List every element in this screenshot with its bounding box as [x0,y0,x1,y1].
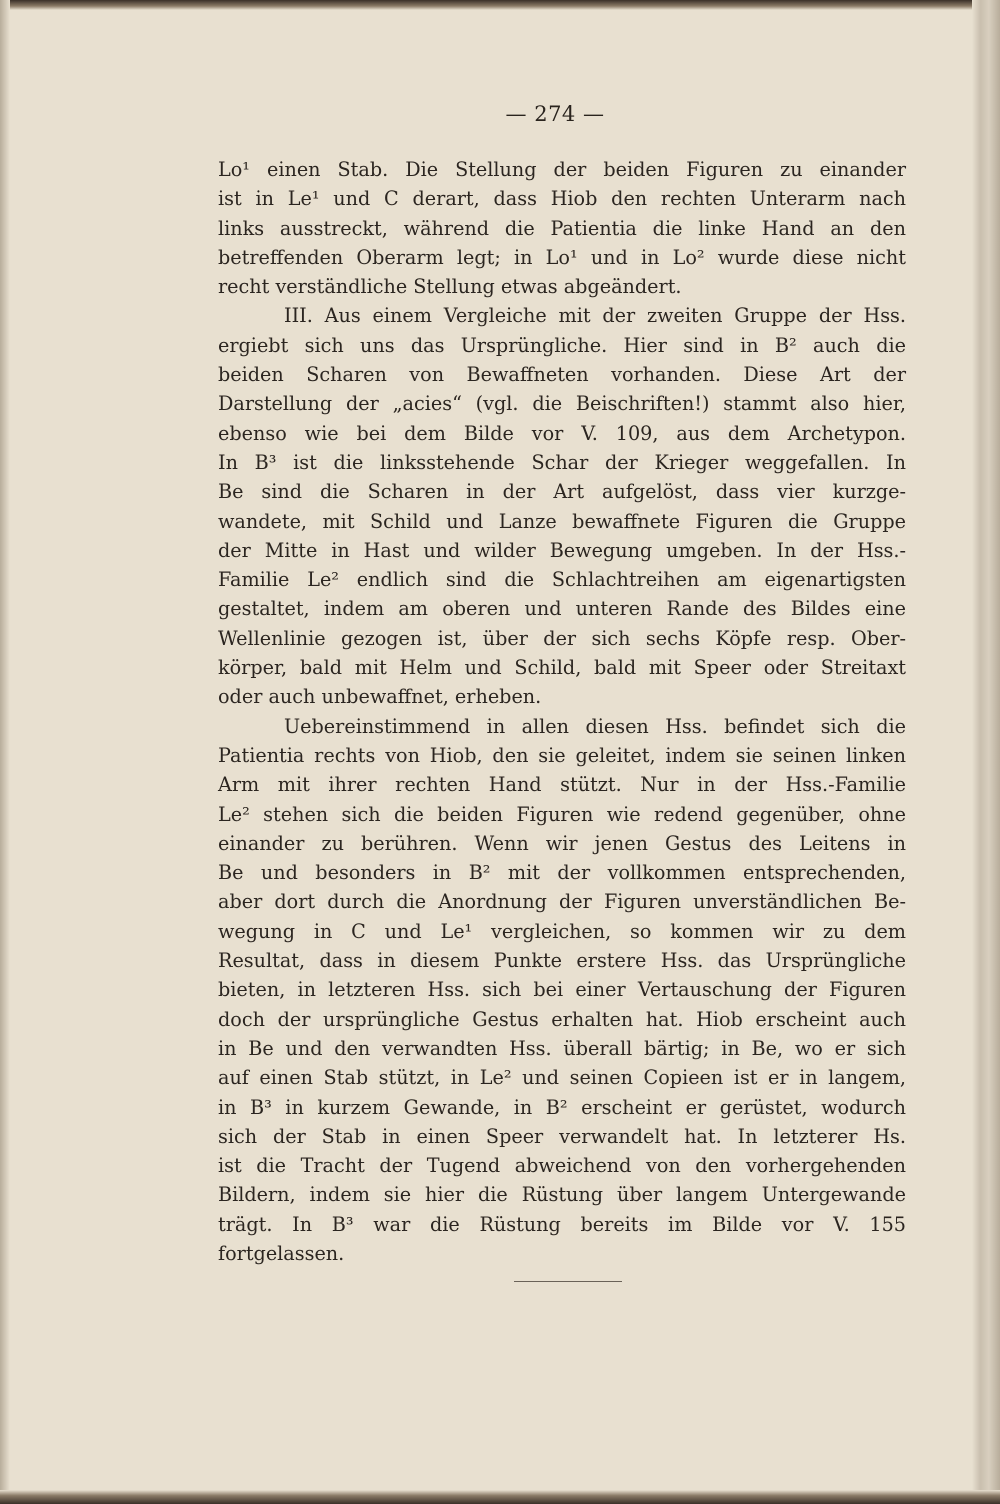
text-line: In B³ ist die linksstehende Schar der Krieger weggefallen. In [218,450,906,474]
text-line: ergiebt sich uns das Ursprüngliche. Hier sind in B² auch die [218,333,906,357]
text-line: in B³ in kurzem Gewande, in B² erscheint er gerüstet, wodurch [218,1095,906,1119]
text-line: Le² stehen sich die beiden Figuren wie redend gegenüber, ohne [218,802,906,826]
text-line: gestaltet, indem am oberen und unteren Rande des Bildes eine [218,597,906,621]
text-line: Resultat, dass in diesem Punkte erstere Hss. das Ursprüngliche [218,949,906,973]
text-line: ist in Le¹ und C derart, dass Hiob den rechten Unterarm nach [218,187,906,211]
text-line: einander zu berühren. Wenn wir jenen Gestus des Leitens in [218,831,906,855]
text-line: beiden Scharen von Bewaffneten vorhanden. Diese Art der [218,363,906,387]
section-divider [514,1281,622,1282]
text-line: doch der ursprüngliche Gestus erhalten hat. Hiob erscheint auch [218,1007,906,1031]
text-line: links ausstreckt, während die Patientia die linke Hand an den [218,216,906,240]
page-left-edge [0,0,10,1504]
page-bottom-edge [0,1490,1000,1504]
text-line: in Be und den verwandten Hss. überall bärtig; in Be, wo er sich [218,1036,906,1060]
text-line: Be und besonders in B² mit der vollkommen entsprechenden, [218,861,906,885]
text-line: oder auch unbewaffnet, erheben. [218,685,542,709]
text-line: trägt. In B³ war die Rüstung bereits im Bilde vor V. 155 [218,1212,906,1236]
page-number: — 274 — [505,102,605,126]
text-line: Patientia rechts von Hiob, den sie geleitet, indem sie seinen linken [218,743,906,767]
text-line: betreffenden Oberarm legt; in Lo¹ und in Lo² wurde diese nicht [218,245,906,269]
text-line: wandete, mit Schild und Lanze bewaffnete Figuren die Gruppe [218,509,906,533]
page-top-edge [0,0,1000,10]
text-line: der Mitte in Hast und wilder Bewegung umgeben. In der Hss.- [218,538,906,562]
text-line: Be sind die Scharen in der Art aufgelöst, dass vier kurzge- [218,480,906,504]
text-line: Familie Le² endlich sind die Schlachtreihen am eigenartigsten [218,568,906,592]
text-line: auf einen Stab stützt, in Le² und seinen Copieen ist er in langem, [218,1066,906,1090]
page-right-edge [972,0,1000,1504]
text-line: Lo¹ einen Stab. Die Stellung der beiden Figuren zu einander [218,158,906,181]
text-line: ist die Tracht der Tugend abweichend von den vorhergehenden [218,1154,906,1178]
text-line: aber dort durch die Anordnung der Figuren unverständlichen Be- [218,890,906,914]
text-line: körper, bald mit Helm und Schild, bald mit Speer oder Streitaxt [218,656,906,680]
text-line: III. Aus einem Vergleiche mit der zweiten Gruppe der Hss. [284,304,906,328]
text-line: bieten, in letzteren Hss. sich bei einer Vertauschung der Figuren [218,978,906,1002]
text-line: ebenso wie bei dem Bilde vor V. 109, aus dem Archetypon. [218,421,906,445]
text-line: recht verständliche Stellung etwas abgeändert. [218,275,682,299]
text-line: wegung in C und Le¹ vergleichen, so kommen wir zu dem [218,919,906,943]
text-line: Uebereinstimmend in allen diesen Hss. befindet sich die [284,714,906,738]
text-line: Darstellung der „acies“ (vgl. die Beischriften!) stammt also hier, [218,392,906,416]
text-line: sich der Stab in einen Speer verwandelt hat. In letzterer Hs. [218,1124,906,1148]
text-line: fortgelassen. [218,1241,345,1265]
text-line: Bildern, indem sie hier die Rüstung über langem Untergewande [218,1183,906,1207]
body-text [218,155,906,1268]
text-line: Arm mit ihrer rechten Hand stützt. Nur in der Hss.-Familie [218,773,906,797]
text-line: Wellenlinie gezogen ist, über der sich sechs Köpfe resp. Ober- [218,626,906,650]
